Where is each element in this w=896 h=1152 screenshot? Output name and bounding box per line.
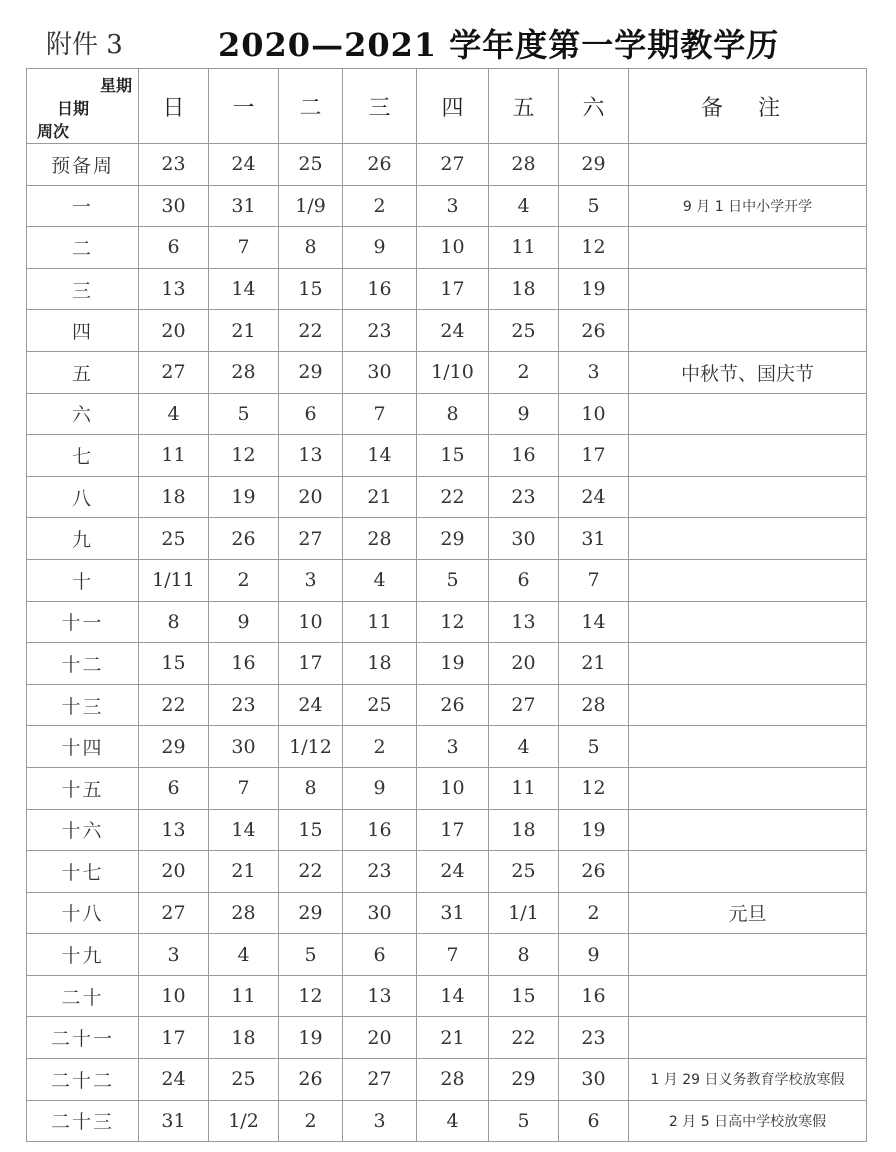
week-number-cell: 十七 (27, 851, 139, 893)
remark-cell (629, 518, 867, 560)
date-cell: 8 (489, 934, 559, 976)
date-cell: 18 (489, 268, 559, 310)
date-cell: 24 (279, 684, 343, 726)
table-row (27, 310, 867, 352)
date-cell: 23 (559, 1017, 629, 1059)
date-cell: 20 (343, 1017, 417, 1059)
remark-cell (629, 476, 867, 518)
table-row (27, 1017, 867, 1059)
table-row (27, 809, 867, 851)
corner-header-cell (27, 69, 139, 144)
date-cell: 22 (279, 310, 343, 352)
week-number-cell: 十三 (27, 684, 139, 726)
remark-cell (629, 601, 867, 643)
date-cell: 7 (209, 767, 279, 809)
remark-cell (629, 1017, 867, 1059)
week-number-cell: 九 (27, 518, 139, 560)
date-cell: 27 (343, 1059, 417, 1101)
date-cell: 8 (139, 601, 209, 643)
date-cell: 3 (279, 559, 343, 601)
corner-weekday-label: 星期 (99, 76, 132, 95)
week-number-cell: 十八 (27, 892, 139, 934)
date-cell: 1/9 (279, 185, 343, 227)
date-cell: 22 (417, 476, 489, 518)
date-cell: 27 (139, 351, 209, 393)
week-number-cell: 十一 (27, 601, 139, 643)
document-title: 2020—2021 学年度第一学期教学历 (218, 26, 780, 64)
calendar-body (27, 144, 867, 1142)
date-cell: 30 (343, 351, 417, 393)
week-number-cell: 六 (27, 393, 139, 435)
date-cell: 2 (279, 1100, 343, 1142)
table-row (27, 1100, 867, 1142)
remark-cell: 1 月 29 日义务教育学校放寒假 (629, 1059, 867, 1101)
table-row (27, 393, 867, 435)
date-cell: 2 (343, 726, 417, 768)
week-number-cell: 十六 (27, 809, 139, 851)
date-cell: 6 (139, 227, 209, 269)
date-cell: 4 (343, 559, 417, 601)
date-cell: 5 (489, 1100, 559, 1142)
date-cell: 21 (209, 851, 279, 893)
date-cell: 24 (559, 476, 629, 518)
date-cell: 7 (417, 934, 489, 976)
date-cell: 26 (559, 851, 629, 893)
date-cell: 20 (139, 851, 209, 893)
week-number-cell: 十 (27, 559, 139, 601)
table-row (27, 726, 867, 768)
date-cell: 11 (209, 975, 279, 1017)
date-cell: 26 (343, 144, 417, 186)
date-cell: 23 (139, 144, 209, 186)
date-cell: 25 (343, 684, 417, 726)
corner-week-label: 周次 (37, 122, 70, 141)
date-cell: 2 (489, 351, 559, 393)
date-cell: 8 (279, 227, 343, 269)
date-cell: 11 (139, 435, 209, 477)
date-cell: 19 (559, 809, 629, 851)
remark-cell (629, 435, 867, 477)
date-cell: 18 (489, 809, 559, 851)
date-cell: 29 (559, 144, 629, 186)
date-cell: 5 (209, 393, 279, 435)
date-cell: 14 (209, 268, 279, 310)
date-cell: 10 (139, 975, 209, 1017)
date-cell: 13 (139, 809, 209, 851)
date-cell: 1/11 (139, 559, 209, 601)
date-cell: 9 (489, 393, 559, 435)
date-cell: 29 (279, 351, 343, 393)
date-cell: 24 (209, 144, 279, 186)
date-cell: 28 (343, 518, 417, 560)
date-cell: 10 (559, 393, 629, 435)
date-cell: 5 (559, 726, 629, 768)
date-cell: 17 (417, 809, 489, 851)
remark-cell: 2 月 5 日高中学校放寒假 (629, 1100, 867, 1142)
date-cell: 27 (417, 144, 489, 186)
table-row (27, 144, 867, 186)
date-cell: 11 (489, 227, 559, 269)
date-cell: 30 (343, 892, 417, 934)
date-cell: 19 (417, 643, 489, 685)
date-cell: 6 (559, 1100, 629, 1142)
date-cell: 28 (489, 144, 559, 186)
date-cell: 24 (417, 310, 489, 352)
table-row (27, 518, 867, 560)
date-cell: 31 (559, 518, 629, 560)
day-header-thu: 四 (417, 69, 489, 144)
date-cell: 31 (139, 1100, 209, 1142)
date-cell: 3 (139, 934, 209, 976)
date-cell: 22 (279, 851, 343, 893)
table-row (27, 435, 867, 477)
day-header-tue: 二 (279, 69, 343, 144)
remark-cell (629, 684, 867, 726)
date-cell: 24 (417, 851, 489, 893)
date-cell: 23 (209, 684, 279, 726)
date-cell: 23 (343, 851, 417, 893)
remark-cell (629, 934, 867, 976)
document-header (0, 0, 896, 68)
date-cell: 7 (209, 227, 279, 269)
week-number-cell: 十二 (27, 643, 139, 685)
date-cell: 14 (417, 975, 489, 1017)
table-row (27, 892, 867, 934)
date-cell: 10 (417, 227, 489, 269)
remark-header: 备 注 (629, 69, 867, 144)
week-number-cell: 二十一 (27, 1017, 139, 1059)
date-cell: 8 (279, 767, 343, 809)
date-cell: 20 (139, 310, 209, 352)
date-cell: 6 (139, 767, 209, 809)
date-cell: 20 (489, 643, 559, 685)
week-number-cell: 五 (27, 351, 139, 393)
date-cell: 29 (417, 518, 489, 560)
date-cell: 16 (343, 268, 417, 310)
week-number-cell: 四 (27, 310, 139, 352)
date-cell: 30 (209, 726, 279, 768)
week-number-cell: 二十三 (27, 1100, 139, 1142)
week-number-cell: 三 (27, 268, 139, 310)
date-cell: 19 (209, 476, 279, 518)
date-cell: 13 (279, 435, 343, 477)
date-cell: 3 (417, 185, 489, 227)
remark-cell (629, 767, 867, 809)
remark-cell (629, 393, 867, 435)
date-cell: 23 (489, 476, 559, 518)
remark-cell (629, 809, 867, 851)
date-cell: 8 (417, 393, 489, 435)
remark-cell (629, 643, 867, 685)
date-cell: 3 (559, 351, 629, 393)
date-cell: 12 (559, 767, 629, 809)
date-cell: 9 (343, 767, 417, 809)
table-row (27, 684, 867, 726)
week-number-cell: 预备周 (27, 144, 139, 186)
date-cell: 2 (209, 559, 279, 601)
date-cell: 5 (559, 185, 629, 227)
date-cell: 25 (209, 1059, 279, 1101)
remark-cell (629, 268, 867, 310)
date-cell: 6 (343, 934, 417, 976)
date-cell: 24 (139, 1059, 209, 1101)
date-cell: 26 (279, 1059, 343, 1101)
table-row (27, 601, 867, 643)
date-cell: 9 (209, 601, 279, 643)
remark-cell (629, 144, 867, 186)
date-cell: 9 (343, 227, 417, 269)
date-cell: 19 (559, 268, 629, 310)
date-cell: 26 (559, 310, 629, 352)
date-cell: 26 (209, 518, 279, 560)
date-cell: 21 (559, 643, 629, 685)
date-cell: 10 (417, 767, 489, 809)
date-cell: 7 (559, 559, 629, 601)
remark-cell (629, 851, 867, 893)
teaching-calendar-table (26, 68, 867, 1142)
date-cell: 18 (209, 1017, 279, 1059)
date-cell: 10 (279, 601, 343, 643)
date-cell: 2 (343, 185, 417, 227)
table-row (27, 975, 867, 1017)
date-cell: 17 (279, 643, 343, 685)
date-cell: 5 (417, 559, 489, 601)
table-row (27, 227, 867, 269)
week-number-cell: 二 (27, 227, 139, 269)
date-cell: 23 (343, 310, 417, 352)
week-number-cell: 十五 (27, 767, 139, 809)
date-cell: 1/10 (417, 351, 489, 393)
day-header-mon: 一 (209, 69, 279, 144)
week-number-cell: 十九 (27, 934, 139, 976)
week-number-cell: 二十二 (27, 1059, 139, 1101)
table-row (27, 1059, 867, 1101)
date-cell: 17 (139, 1017, 209, 1059)
date-cell: 12 (209, 435, 279, 477)
week-number-cell: 二十 (27, 975, 139, 1017)
date-cell: 13 (489, 601, 559, 643)
date-cell: 27 (139, 892, 209, 934)
date-cell: 11 (343, 601, 417, 643)
date-cell: 12 (559, 227, 629, 269)
date-cell: 4 (417, 1100, 489, 1142)
date-cell: 25 (489, 851, 559, 893)
date-cell: 15 (489, 975, 559, 1017)
remark-cell (629, 227, 867, 269)
date-cell: 6 (489, 559, 559, 601)
day-header-sun: 日 (139, 69, 209, 144)
date-cell: 12 (279, 975, 343, 1017)
date-cell: 28 (559, 684, 629, 726)
date-cell: 31 (209, 185, 279, 227)
date-cell: 14 (559, 601, 629, 643)
remark-cell: 元旦 (629, 892, 867, 934)
table-row (27, 559, 867, 601)
date-cell: 29 (279, 892, 343, 934)
date-cell: 17 (559, 435, 629, 477)
date-cell: 1/12 (279, 726, 343, 768)
date-cell: 28 (209, 351, 279, 393)
date-cell: 13 (343, 975, 417, 1017)
date-cell: 28 (417, 1059, 489, 1101)
day-header-fri: 五 (489, 69, 559, 144)
date-cell: 11 (489, 767, 559, 809)
date-cell: 1/2 (209, 1100, 279, 1142)
date-cell: 12 (417, 601, 489, 643)
remark-cell (629, 975, 867, 1017)
table-row (27, 185, 867, 227)
date-cell: 22 (139, 684, 209, 726)
date-cell: 29 (489, 1059, 559, 1101)
week-number-cell: 七 (27, 435, 139, 477)
date-cell: 21 (343, 476, 417, 518)
date-cell: 15 (279, 268, 343, 310)
date-cell: 5 (279, 934, 343, 976)
date-cell: 26 (417, 684, 489, 726)
date-cell: 4 (139, 393, 209, 435)
date-cell: 4 (489, 185, 559, 227)
date-cell: 4 (489, 726, 559, 768)
week-number-cell: 八 (27, 476, 139, 518)
date-cell: 3 (417, 726, 489, 768)
date-cell: 14 (343, 435, 417, 477)
date-cell: 3 (343, 1100, 417, 1142)
date-cell: 25 (279, 144, 343, 186)
week-number-cell: 一 (27, 185, 139, 227)
date-cell: 27 (489, 684, 559, 726)
date-cell: 25 (489, 310, 559, 352)
table-row (27, 934, 867, 976)
date-cell: 25 (139, 518, 209, 560)
table-row (27, 351, 867, 393)
date-cell: 16 (489, 435, 559, 477)
remark-cell (629, 310, 867, 352)
table-row (27, 268, 867, 310)
corner-date-label: 日期 (57, 99, 90, 118)
date-cell: 31 (417, 892, 489, 934)
date-cell: 16 (209, 643, 279, 685)
remark-cell: 9 月 1 日中小学开学 (629, 185, 867, 227)
date-cell: 20 (279, 476, 343, 518)
table-row (27, 476, 867, 518)
attachment-label: 附件 3 (46, 30, 123, 60)
date-cell: 21 (209, 310, 279, 352)
date-cell: 16 (559, 975, 629, 1017)
date-cell: 1/1 (489, 892, 559, 934)
remark-cell: 中秋节、国庆节 (629, 351, 867, 393)
date-cell: 16 (343, 809, 417, 851)
date-cell: 15 (279, 809, 343, 851)
table-row (27, 851, 867, 893)
date-cell: 7 (343, 393, 417, 435)
table-row (27, 767, 867, 809)
date-cell: 30 (489, 518, 559, 560)
date-cell: 27 (279, 518, 343, 560)
date-cell: 2 (559, 892, 629, 934)
date-cell: 22 (489, 1017, 559, 1059)
week-number-cell: 十四 (27, 726, 139, 768)
date-cell: 28 (209, 892, 279, 934)
table-row (27, 643, 867, 685)
date-cell: 6 (279, 393, 343, 435)
table-header-row (27, 69, 867, 144)
date-cell: 15 (417, 435, 489, 477)
day-header-wed: 三 (343, 69, 417, 144)
date-cell: 18 (139, 476, 209, 518)
date-cell: 30 (139, 185, 209, 227)
date-cell: 17 (417, 268, 489, 310)
date-cell: 9 (559, 934, 629, 976)
date-cell: 19 (279, 1017, 343, 1059)
day-header-sat: 六 (559, 69, 629, 144)
remark-cell (629, 726, 867, 768)
remark-cell (629, 559, 867, 601)
date-cell: 14 (209, 809, 279, 851)
date-cell: 30 (559, 1059, 629, 1101)
date-cell: 29 (139, 726, 209, 768)
date-cell: 21 (417, 1017, 489, 1059)
date-cell: 4 (209, 934, 279, 976)
date-cell: 15 (139, 643, 209, 685)
date-cell: 18 (343, 643, 417, 685)
date-cell: 13 (139, 268, 209, 310)
